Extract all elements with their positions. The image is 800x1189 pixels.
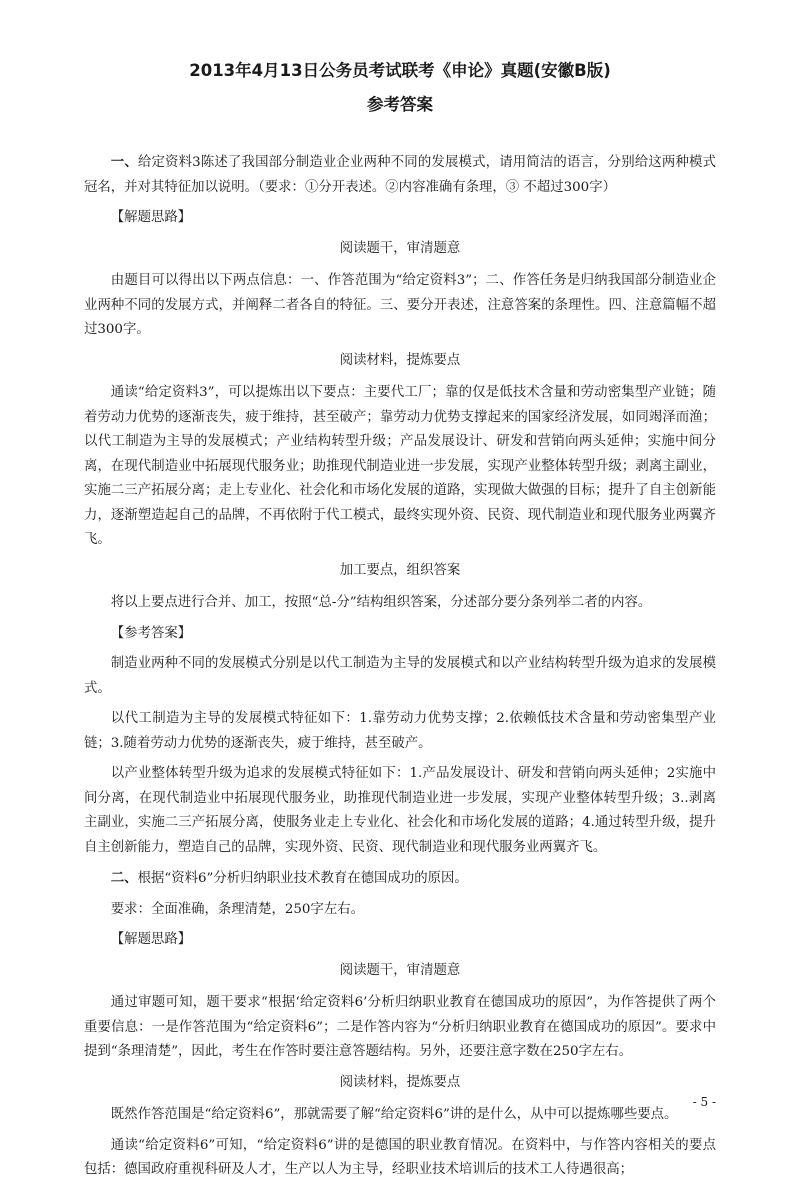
q2-requirement: 要求：全面准确，条理清楚，250字左右。 bbox=[110, 901, 364, 917]
q1-thinking-label: 【解题思路】 bbox=[110, 210, 192, 225]
q2-step1-text: 通过审题可知，题干要求“根据‘给定资料6’分析归纳职业教育在德国成功的原因”，为作答提供了两个重要信息：一是作答范围为“给定资料6”；二是作答内容为“分析归纳职业教育在德国成功的原因”。要求中提到“条理清楚”，因此，考生在作答时要注意答题结构。另外，还要注意字数在250字左右。 bbox=[84, 995, 716, 1059]
q1-step3-heading: 加工要点，组织答案 bbox=[339, 562, 461, 578]
page-number: - 5 - bbox=[692, 1095, 716, 1109]
question-1-number: 一、 bbox=[110, 154, 138, 170]
q2-step2-heading: 阅读材料，提炼要点 bbox=[339, 1074, 461, 1090]
q2-thinking-label: 【解题思路】 bbox=[110, 932, 192, 947]
q1-step2-text: 通读“给定资料3”，可以提炼出以下要点：主要代工厂；靠的仅是低技术含量和劳动密集型产业链；随着劳动力优势的逐渐丧失，疲于维持，甚至破产；靠劳动力优势支撑起来的国家经济发展，如同竭泽而渔；以代工制造为主导的发展模式；产业结构转型升级；产品发展设计、研发和营销向两头延伸；实施中间分离，在现代制造业中拓展现代服务业；助推现代制造业进一步发展，实现产业整体转型升级；剥离主副业，实施二三产拓展分离；走上专业化、社会化和市场化发展的道路，实现做大做强的目标；提升了自主创新能力，逐渐塑造起自己的品牌，不再依附于代工模式，最终实现外资、民资、现代制造业和现代服务业两翼齐飞。 bbox=[84, 385, 716, 547]
q1-answer-label: 【参考答案】 bbox=[110, 625, 192, 641]
q1-answer-p1: 制造业两种不同的发展模式分别是以代工制造为主导的发展模式和以产业结构转型升级为追求的发展模式。 bbox=[84, 656, 716, 696]
page-subtitle: 参考答案 bbox=[367, 95, 433, 114]
q1-step1-heading: 阅读题干，审清题意 bbox=[339, 240, 461, 256]
question-1-text: 给定资料3陈述了我国部分制造业企业两种不同的发展模式，请用简洁的语言，分别给这两种模式冠名，并对其特征加以说明。（要求：①分开表述。②内容准确有条理，③ 不超过300字） bbox=[84, 155, 716, 195]
q2-step1-heading: 阅读题干，审清题意 bbox=[339, 962, 461, 978]
q1-step3-text: 将以上要点进行合并、加工，按照“总-分”结构组织答案，分述部分要分条列举二者的内容。 bbox=[110, 595, 652, 610]
q1-step2-heading: 阅读材料，提炼要点 bbox=[339, 352, 461, 368]
q2-step2-text-a: 既然作答范围是“给定资料6”，那就需要了解“给定资料6”讲的是什么，从中可以提炼哪些要点。 bbox=[110, 1107, 678, 1122]
question-2-text: 根据“资料6”分析归纳职业技术教育在德国成功的原因。 bbox=[137, 871, 468, 886]
question-1 bbox=[84, 150, 716, 200]
question-2 bbox=[84, 866, 716, 892]
question-2-number: 二、 bbox=[110, 870, 138, 886]
main-content bbox=[84, 150, 716, 1189]
page-title: 2013年4月13日公务员考试联考《申论》真题(安徽B版) bbox=[189, 61, 611, 80]
q2-step2-text-b: 通读“给定资料6”可知，“给定资料6”讲的是德国的职业教育情况。在资料中，与作答内容相关的要点包括：德国政府重视科研及人才，生产以人为主导，经职业技术培训后的技术工人待遇很高； bbox=[84, 1137, 716, 1177]
header bbox=[0, 56, 800, 120]
q1-answer-p2: 以代工制造为主导的发展模式特征如下：1.靠劳动力优势支撑；2.依赖低技术含量和劳动密集型产业链；3.随着劳动力优势的逐渐丧失，疲于维持，甚至破产。 bbox=[84, 711, 716, 751]
q1-answer-p3: 以产业整体转型升级为追求的发展模式特征如下：1.产品发展设计、研发和营销向两头延伸；2实施中间分离，在现代制造业中拓展现代服务业，助推现代制造业进一步发展，实现产业整体转型升级；3..剥离主副业，实施二三产拓展分离，使服务业走上专业化、社会化和市场化发展的道路；4.通过转型升级，提升自主创新能力，塑造自己的品牌，实现外资、民资、现代制造业和现代服务业两翼齐飞。 bbox=[84, 766, 716, 855]
q1-step1-text: 由题目可以得出以下两点信息：一、作答范围为“给定资料3”；二、作答任务是归纳我国部分制造业企业两种不同的发展方式，并阐释二者各自的特征。三、要分开表述，注意答案的条理性。四、注意篇幅不超过300字。 bbox=[84, 273, 716, 337]
